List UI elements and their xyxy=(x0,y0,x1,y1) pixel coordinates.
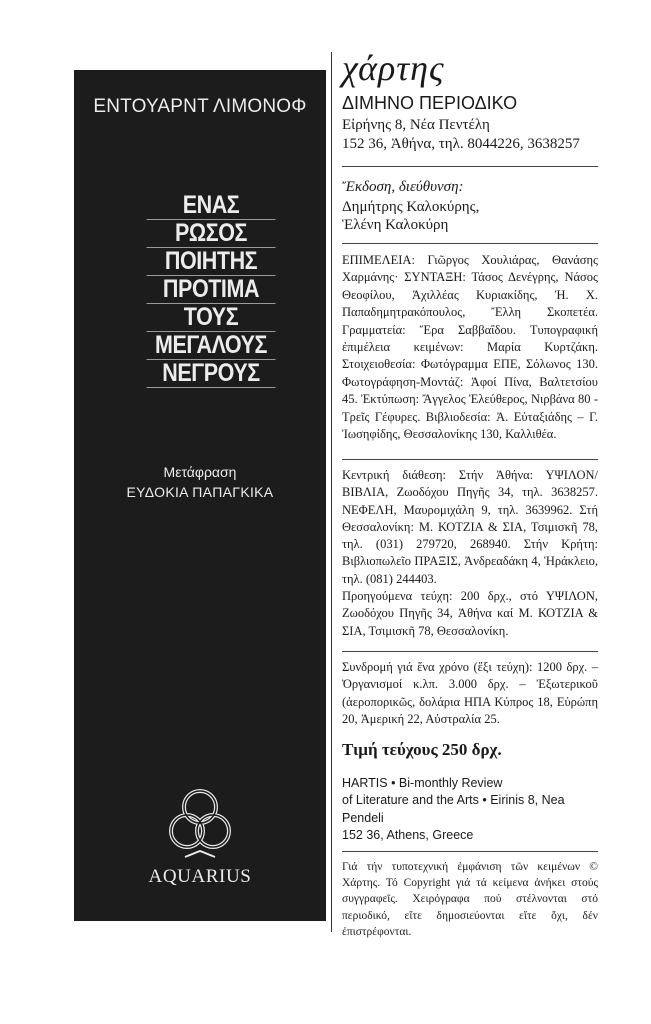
cover-title-line: ΡΩΣΟΣ xyxy=(147,220,276,248)
editors xyxy=(342,198,598,234)
english-line: 152 36, Athens, Greece xyxy=(342,827,474,842)
copyright-footnote: Γιά τήν τυποτεχνική ἐμφάνιση τῶν κειμένων © Χάρτης. Τό Copyright γιά τά κείμενα ἀνήκει στούς συγγραφεῖς. Χειρόγραφα πού στέλνονται στό περιοδικό, εἴτε δημοσιεύονται εἴτε ὄχι, δέν ἐπιστρέφονται. xyxy=(342,861,598,938)
divider xyxy=(342,459,598,460)
issue-price: Τιμή τεύχους 250 δρχ. xyxy=(342,740,502,759)
cover-title-line: ΠΟΙΗΤΗΣ xyxy=(147,248,276,276)
cover-title xyxy=(136,192,286,388)
magazine-address xyxy=(342,116,598,154)
divider xyxy=(342,243,598,244)
divider xyxy=(342,651,598,652)
translator-name: ΕΥΔΟΚΙΑ ΠΑΠΑΓΚΙΚΑ xyxy=(126,484,274,500)
translation-label: Μετάφραση xyxy=(163,464,237,480)
address-line: Εἰρήνης 8, Νέα Πεντέλη xyxy=(342,117,490,133)
back-issues-paragraph: Προηγούμενα τεύχη: 200 δρχ., στό ΥΨΙΛΟΝ, Ζωοδόχου Πηγῆς 34, Ἀθήνα καί Μ. ΚΟΤΖΙΑ & ΣΙΑ, Τσιμισκῆ 78, Θεσσαλονίκη. xyxy=(342,589,598,638)
distribution-paragraph: Κεντρική διάθεση: Στήν Ἀθήνα: ΥΨΙΛΟΝ/ΒΙΒΛΙΑ, Ζωοδόχου Πηγῆς 34, τηλ. 3638257. ΝΕΦΕΛΗ, Μαυρομιχάλη 9, τηλ. 3639962. Στή Θεσσαλονίκη: Μ. ΚΟΤΖΙΑ & ΣΙΑ, Τσιμισκῆ 78, τηλ. (031) 279720, 268940. Στήν Κρήτη: Βιβλιοπωλεῖο ΠΡΑΞΙΣ, Ἀνδρεαδάκη 4, Ἡράκλειο, τηλ. (081) 244403. xyxy=(342,468,598,586)
column-divider xyxy=(331,52,332,932)
english-info xyxy=(342,775,598,844)
english-line: of Literature and the Arts • Eirinis 8, Nea Pendeli xyxy=(342,793,565,825)
credits-paragraph: ΕΠΙΜΕΛΕΙΑ: Γιῶργος Χουλιάρας, Θανάσης Χαρμάνης· ΣΥΝΤΑΞΗ: Τάσος Δενέγρης, Νάσος Θεοφίλου, Ἀχιλλέας Κυριακίδης, Ἠ. Χ. Παπαδημητρακόπουλος, Ἔλλη Σκοπετέα. Γραμματεία: Ἔρα Σαββαΐδου. Τυπογραφική ἐπιμέλεια κειμένων: Μαρία Κυρτζάκη. Στοιχειοθεσία: Φωτόγραμμα ΕΠΕ, Σόλωνος 130. Φωτογράφηση-Μοντάζ: Ἀφοί Πίνα, Βαλτετσίου 45. Ἐκτύπωση: Ἄγγελος Ἐλεύθερος, Νιρβάνα 80 - Τρεῖς Γέφυρες. Βιβλιοδεσία: Ἀ. Εὐταξιάδης – Γ. Ἰωσηφίδης, Θεσσαλονίκης 130, Καλλιθέα. xyxy=(342,253,598,442)
edition-label: Ἔκδοση, διεύθυνση: xyxy=(342,179,464,195)
cover-title-line: ΕΝΑΣ xyxy=(147,192,276,220)
publisher-name: AQUARIUS xyxy=(148,866,252,887)
cover-title-line: ΠΡΟΤΙΜΑ xyxy=(147,276,276,304)
magazine-subtitle: ΔΙΜΗΝΟ ΠΕΡΙΟΔΙΚΟ xyxy=(342,93,518,113)
editor-name: Δημήτρης Καλοκύρης, xyxy=(342,199,480,215)
book-cover xyxy=(74,70,326,921)
subscription-paragraph: Συνδρομή γιά ἕνα χρόνο (ἕξι τεύχη): 1200 δρχ. – Ὀργανισμοί κ.λπ. 3.000 δρχ. – Ἐξωτερικοῦ (ἀεροπορικῶς, δολάρια ΗΠΑ Κύπρος 18, Εὐρώπη 20, Ἀμερική 22, Αὐστραλία 25. xyxy=(342,660,598,726)
cover-title-line: ΜΕΓΑΛΟΥΣ xyxy=(147,332,276,360)
cover-title-line: ΤΟΥΣ xyxy=(147,304,276,332)
editor-name: Ἑλένη Καλοκύρη xyxy=(342,217,449,233)
distribution-info xyxy=(342,467,598,640)
divider xyxy=(342,851,598,852)
address-line: 152 36, Ἀθήνα, τηλ. 8044226, 3638257 xyxy=(342,136,580,152)
cover-title-line: ΝΕΓΡΟΥΣ xyxy=(147,360,276,388)
aquarius-knot-logo-icon xyxy=(167,785,233,863)
divider xyxy=(342,166,598,167)
english-line: HARTIS • Bi-monthly Review xyxy=(342,776,503,790)
cover-author: ΕΝΤΟΥΑΡΝΤ ΛΙΜΟΝΟΦ xyxy=(93,96,307,117)
magazine-brand: χάρτης xyxy=(342,48,445,88)
